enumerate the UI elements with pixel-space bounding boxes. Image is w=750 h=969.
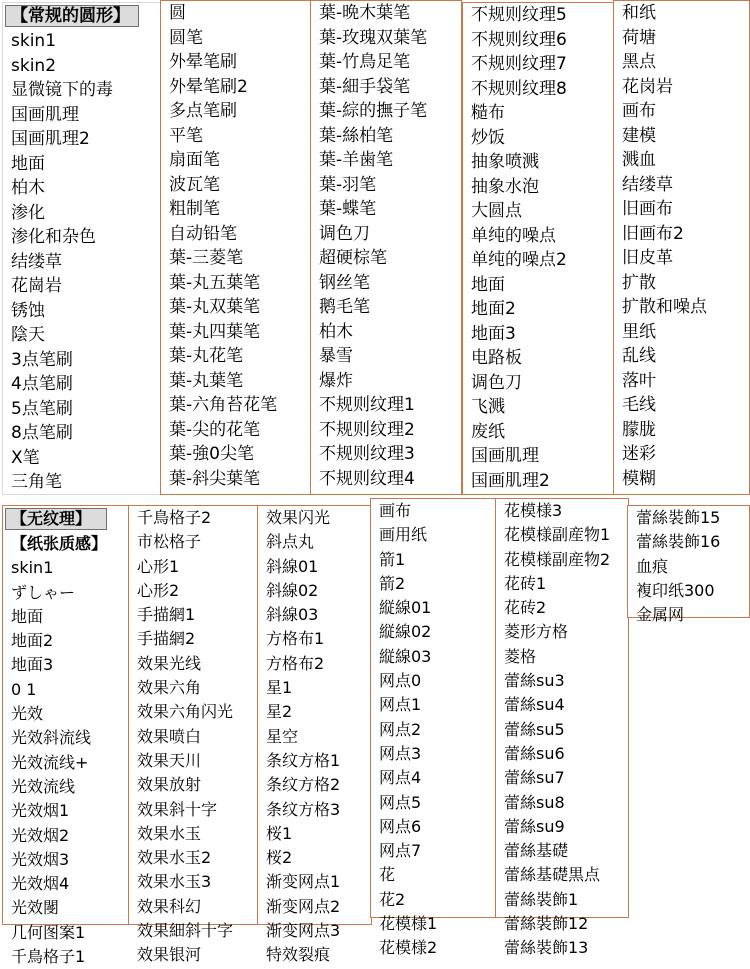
list-item[interactable]: 和纸 [622, 3, 656, 23]
list-item[interactable]: 效果水玉2 [137, 848, 212, 868]
list-item[interactable]: 渐变网点2 [266, 896, 341, 916]
list-item[interactable]: 里纸 [622, 321, 656, 342]
list-item[interactable]: 旧画布 [622, 199, 673, 219]
list-item[interactable]: 地面 [11, 153, 45, 174]
list-item[interactable]: 飞溅 [471, 397, 505, 417]
list-item[interactable]: 花模様副産物1 [504, 525, 611, 545]
list-item[interactable]: 毛线 [622, 395, 656, 415]
list-item[interactable]: 葉-晩木葉笔 [319, 3, 411, 23]
list-item[interactable]: 星空 [266, 726, 299, 746]
list-item[interactable]: 旧画布2 [622, 223, 684, 244]
texture-list-b5 [496, 499, 628, 961]
list-item[interactable]: 蕾絲su9 [504, 816, 565, 836]
list-item[interactable]: 4点笔刷 [11, 374, 73, 394]
list-item[interactable]: 网点6 [379, 816, 422, 836]
list-item[interactable]: 葉-強0尖笔 [169, 444, 254, 464]
list-item[interactable]: 葉-細手袋笔 [319, 76, 411, 97]
list-item[interactable]: 网点3 [379, 743, 422, 763]
texture-list-panel-b2[interactable] [128, 505, 259, 965]
list-item[interactable]: 画布 [622, 101, 656, 121]
list-item[interactable]: 效果水玉3 [137, 872, 212, 892]
list-item[interactable]: 地面3 [11, 655, 54, 675]
list-item[interactable]: 葉-羽笔 [319, 174, 377, 195]
texture-list-5 [614, 1, 749, 491]
list-item[interactable]: 縦線02 [379, 622, 432, 642]
list-item[interactable]: 蕾絲裝飾16 [636, 532, 721, 552]
list-item[interactable]: 波瓦笔 [169, 174, 220, 195]
list-item[interactable]: 网点5 [379, 792, 422, 812]
list-item[interactable]: 圆 [169, 3, 186, 23]
list-item[interactable]: 花崗岩 [11, 276, 62, 296]
list-item[interactable]: 废纸 [471, 421, 505, 442]
list-item[interactable]: 蕾絲su3 [504, 671, 565, 691]
list-item[interactable]: X笔 [11, 447, 40, 468]
list-item[interactable]: 【纸张质感】 [11, 534, 108, 553]
list-item[interactable]: 箭1 [379, 549, 406, 569]
list-item[interactable]: 效果银河 [137, 945, 202, 965]
list-item[interactable]: 模糊 [622, 468, 656, 489]
list-item[interactable]: 自动铅笔 [169, 223, 237, 244]
list-item[interactable]: 斜線03 [266, 605, 319, 625]
list-item[interactable]: 血痕 [636, 556, 669, 576]
list-item[interactable]: 地面 [11, 606, 44, 626]
list-item[interactable]: 不规则纹理4 [319, 468, 415, 489]
list-item[interactable]: 平笔 [169, 125, 203, 146]
list-item[interactable]: 蕾絲su4 [504, 695, 565, 715]
list-item[interactable]: 花模様副産物2 [504, 549, 611, 569]
list-item[interactable]: 国画肌理 [471, 446, 539, 466]
list-item[interactable]: 条纹方格2 [266, 775, 341, 795]
list-item[interactable]: 光效 [11, 704, 44, 724]
list-item[interactable]: 建模 [622, 125, 656, 146]
list-item[interactable]: 地面2 [11, 631, 54, 651]
list-item[interactable]: 市松格子 [137, 532, 202, 552]
list-item[interactable]: 複印纸300 [636, 580, 715, 600]
list-item[interactable]: 效果斜十字 [137, 799, 218, 819]
list-item[interactable]: 渗化和杂色 [11, 227, 96, 247]
list-item[interactable]: 乱线 [622, 346, 656, 366]
list-item[interactable]: 旧皮革 [622, 248, 673, 268]
list-item[interactable]: 葉-竹鳥足笔 [319, 52, 411, 72]
list-item[interactable]: 光效烟2 [11, 825, 70, 845]
list-item[interactable]: 效果喷白 [137, 726, 202, 746]
list-item[interactable]: 花模様2 [379, 938, 438, 958]
list-item[interactable]: 荷塘 [622, 27, 656, 48]
list-item[interactable]: 黑点 [622, 52, 656, 72]
list-item[interactable]: 方格布1 [266, 629, 325, 649]
list-item[interactable]: 柏木 [319, 321, 353, 342]
texture-list-4 [463, 3, 614, 493]
list-item[interactable]: 花砖1 [504, 573, 547, 593]
brush-list-panel-3[interactable] [310, 0, 462, 495]
list-item[interactable]: 葉-丸花笔 [169, 346, 244, 366]
list-item[interactable]: 不规则纹理7 [471, 54, 567, 74]
list-item[interactable]: 粗制笔 [169, 199, 220, 219]
list-item[interactable]: 网点0 [379, 671, 422, 691]
list-item[interactable]: 朦胧 [622, 419, 656, 440]
list-item[interactable]: 不规则纹理1 [319, 395, 415, 415]
texture-list-panel-b3[interactable] [257, 505, 372, 965]
list-item[interactable]: 扩散 [622, 272, 656, 293]
list-item[interactable]: 心形1 [137, 556, 180, 576]
list-item[interactable]: 特效裂痕 [266, 945, 331, 965]
list-item[interactable]: 抽象喷溅 [471, 152, 539, 172]
list-item[interactable]: 扩散和噪点 [622, 297, 707, 317]
texture-list-b6 [628, 506, 749, 627]
list-item[interactable]: 地面 [471, 274, 505, 295]
list-item[interactable]: 效果闪光 [266, 508, 331, 527]
list-item[interactable]: 花模様1 [379, 914, 438, 934]
list-item[interactable]: 蕾絲基礎 [504, 841, 569, 861]
list-item[interactable]: 蕾絲su7 [504, 768, 565, 788]
list-item[interactable]: 超硬棕笔 [319, 248, 387, 268]
texture-list-b2 [129, 506, 258, 968]
list-item[interactable]: 结缕草 [622, 174, 673, 195]
list-item[interactable]: 葉-玫瑰双葉笔 [319, 27, 428, 48]
list-item[interactable]: 效果天川 [137, 750, 202, 770]
list-item[interactable]: 结缕草 [11, 251, 62, 272]
list-item[interactable]: 不规则纹理5 [471, 5, 567, 25]
list-item[interactable]: 【无纹理】 [5, 508, 107, 530]
list-item[interactable]: 光效流线+ [11, 752, 89, 772]
list-item[interactable]: skin1 [11, 558, 54, 578]
list-item[interactable]: 效果細斜十字 [137, 921, 234, 941]
list-item[interactable]: 葉-絲柏笔 [319, 125, 394, 146]
list-item[interactable]: 8点笔刷 [11, 423, 73, 443]
list-item[interactable]: 蕾絲裝飾1 [504, 889, 579, 909]
list-item[interactable]: 锈蚀 [11, 300, 45, 321]
list-item[interactable]: 光效烟3 [11, 849, 70, 869]
list-item[interactable]: 效果水玉 [137, 823, 202, 843]
list-item[interactable]: skin2 [11, 55, 57, 76]
list-item[interactable]: 金属网 [636, 605, 685, 625]
list-item[interactable]: 网点7 [379, 841, 422, 861]
list-item[interactable]: 大圆点 [471, 201, 522, 221]
texture-list-panel-b6[interactable] [627, 505, 750, 625]
list-item[interactable]: 网点4 [379, 768, 422, 788]
list-item[interactable]: skin1 [11, 31, 57, 51]
list-item[interactable]: 外晕笔刷 [169, 52, 237, 72]
list-item[interactable]: 葉-丸双葉笔 [169, 297, 261, 317]
list-item[interactable]: 葉-丸五葉笔 [169, 272, 261, 293]
list-item[interactable]: 方格布2 [266, 653, 325, 673]
list-item[interactable]: 溅血 [622, 150, 656, 170]
list-item[interactable]: 心形2 [137, 580, 180, 600]
list-item[interactable]: 手描網2 [137, 629, 196, 649]
list-item[interactable]: 三角笔 [11, 472, 62, 492]
brush-list-1 [3, 5, 161, 495]
list-item[interactable]: 蕾絲基礎黒点 [504, 865, 601, 885]
texture-list-b1 [3, 508, 129, 969]
list-item[interactable]: 蕾絲su8 [504, 792, 565, 812]
texture-list-panel-b4[interactable] [370, 498, 497, 958]
list-item[interactable]: 星1 [266, 678, 293, 698]
list-item[interactable]: 斜線02 [266, 580, 319, 600]
list-item[interactable]: 调色刀 [319, 223, 370, 244]
list-item[interactable]: 钢丝笔 [319, 272, 370, 293]
list-item[interactable]: 效果六角闪光 [137, 702, 234, 722]
list-item[interactable]: 暴雪 [319, 346, 353, 366]
list-item[interactable]: 效果放射 [137, 775, 202, 795]
list-item[interactable]: 单纯的噪点 [471, 225, 556, 246]
list-item[interactable]: 花 [379, 865, 396, 885]
list-item[interactable]: 落叶 [622, 370, 656, 391]
list-item[interactable]: 葉-尖的花笔 [169, 419, 261, 440]
list-item[interactable]: 几何图案1 [11, 922, 86, 942]
list-item[interactable]: 糙布 [471, 103, 505, 123]
list-item[interactable]: 效果六角 [137, 678, 202, 698]
brush-list-3 [311, 1, 461, 491]
list-item[interactable]: 国画肌理2 [471, 470, 550, 491]
list-item[interactable]: 光效烟1 [11, 801, 70, 821]
list-item[interactable]: 调色刀 [471, 372, 522, 393]
list-item[interactable]: 渐变网点1 [266, 872, 341, 892]
list-item[interactable]: 光效斜流线 [11, 728, 92, 748]
list-item[interactable]: 菱形方格 [504, 622, 569, 642]
list-item[interactable]: 蕾絲裝飾12 [504, 914, 589, 934]
list-item[interactable]: 箭2 [379, 573, 406, 593]
list-item[interactable]: 鹅毛笔 [319, 297, 370, 317]
list-item[interactable]: 渐变网点3 [266, 921, 341, 941]
list-item[interactable]: 柏木 [11, 178, 45, 198]
list-item[interactable]: 画用纸 [379, 525, 428, 545]
texture-list-panel-5[interactable] [613, 0, 750, 495]
list-item[interactable]: 条纹方格1 [266, 750, 341, 770]
list-item[interactable]: 效果科幻 [137, 896, 202, 916]
list-item[interactable]: 抽象水泡 [471, 176, 539, 197]
list-item[interactable]: 光效閿 [11, 898, 60, 918]
list-item[interactable]: 0 1 [11, 679, 37, 699]
list-item[interactable]: 国画肌理2 [11, 129, 90, 149]
list-item[interactable]: 菱格 [504, 646, 537, 666]
list-item[interactable]: 手描網1 [137, 605, 196, 625]
list-item[interactable]: 地面2 [471, 299, 516, 319]
list-item[interactable]: 斜線01 [266, 556, 319, 576]
list-item[interactable]: 桜2 [266, 848, 293, 868]
list-item[interactable]: 葉-斜尖葉笔 [169, 468, 261, 489]
list-item[interactable]: 蕾絲裝飾13 [504, 938, 589, 958]
list-item[interactable]: 葉-六角苔花笔 [169, 395, 278, 415]
list-item[interactable]: 显微镜下的毒 [11, 80, 113, 100]
list-item[interactable]: 蕾絲su6 [504, 743, 565, 763]
list-item[interactable]: 花模様3 [504, 501, 563, 520]
list-item[interactable]: 炒饭 [471, 127, 505, 148]
texture-list-b3 [258, 506, 371, 968]
list-item[interactable]: 3点笔刷 [11, 349, 73, 370]
list-item[interactable]: 花砖2 [504, 598, 547, 618]
list-item[interactable]: 葉-綜的撫子笔 [319, 101, 428, 121]
list-item[interactable]: 花岗岩 [622, 76, 673, 97]
list-item[interactable]: 条纹方格3 [266, 799, 341, 819]
list-item[interactable]: 【常规的圆形】 [5, 5, 139, 27]
list-item[interactable]: 爆炸 [319, 370, 353, 391]
list-item[interactable]: 縦線01 [379, 598, 432, 618]
list-item[interactable]: 不规则纹理6 [471, 29, 567, 50]
list-item[interactable]: 葉-蝶笔 [319, 199, 377, 219]
list-item[interactable]: ずしゃー [11, 582, 76, 602]
list-item[interactable]: 縦線03 [379, 646, 432, 666]
texture-list-panel-b1[interactable] [2, 505, 130, 967]
list-item[interactable]: 星2 [266, 702, 293, 722]
list-item[interactable]: 千鳥格子1 [11, 947, 86, 967]
list-item[interactable]: 圆笔 [169, 27, 203, 48]
list-item[interactable]: 网点1 [379, 695, 422, 715]
list-item[interactable]: 地面3 [471, 323, 516, 344]
texture-list-panel-b5[interactable] [495, 498, 629, 958]
list-item[interactable]: 不规则纹理8 [471, 78, 567, 99]
list-item[interactable]: 葉-羊歯笔 [319, 150, 394, 170]
list-item[interactable]: 5点笔刷 [11, 398, 73, 419]
list-item[interactable]: 渗化 [11, 202, 45, 223]
texture-list-b4 [371, 499, 496, 961]
list-item[interactable]: 光效流线 [11, 776, 76, 796]
list-item[interactable]: 陰天 [11, 325, 45, 345]
list-item[interactable]: 单纯的噪点2 [471, 250, 567, 270]
list-item[interactable]: 扇面笔 [169, 150, 220, 170]
list-item[interactable]: 不规则纹理3 [319, 444, 415, 464]
list-item[interactable]: 网点2 [379, 719, 422, 739]
list-item[interactable]: 国画肌理 [11, 104, 79, 125]
brush-list-panel-2[interactable] [160, 0, 312, 495]
list-item[interactable]: 蕾絲su5 [504, 719, 565, 739]
list-item[interactable]: 迷彩 [622, 444, 656, 464]
list-item[interactable]: 电路板 [471, 348, 522, 368]
list-item[interactable]: 效果光线 [137, 653, 202, 673]
list-item[interactable]: 葉-丸四葉笔 [169, 321, 261, 342]
list-item[interactable]: 千鳥格子2 [137, 508, 212, 527]
list-item[interactable]: 花2 [379, 889, 406, 909]
brush-list-2 [161, 1, 311, 491]
list-item[interactable]: 桜1 [266, 823, 293, 843]
list-item[interactable]: 斜点丸 [266, 532, 315, 552]
list-item[interactable]: 外晕笔刷2 [169, 76, 248, 97]
list-item[interactable]: 蕾絲裝飾15 [636, 508, 721, 527]
texture-list-panel-4[interactable] [462, 2, 615, 495]
brush-list-panel-1[interactable] [2, 2, 162, 495]
list-item[interactable]: 多点笔刷 [169, 101, 237, 121]
list-item[interactable]: 葉-三菱笔 [169, 248, 244, 268]
list-item[interactable]: 葉-丸葉笔 [169, 370, 244, 391]
list-item[interactable]: 光效烟4 [11, 874, 70, 894]
list-item[interactable]: 不规则纹理2 [319, 419, 415, 440]
list-item[interactable]: 画布 [379, 501, 412, 520]
